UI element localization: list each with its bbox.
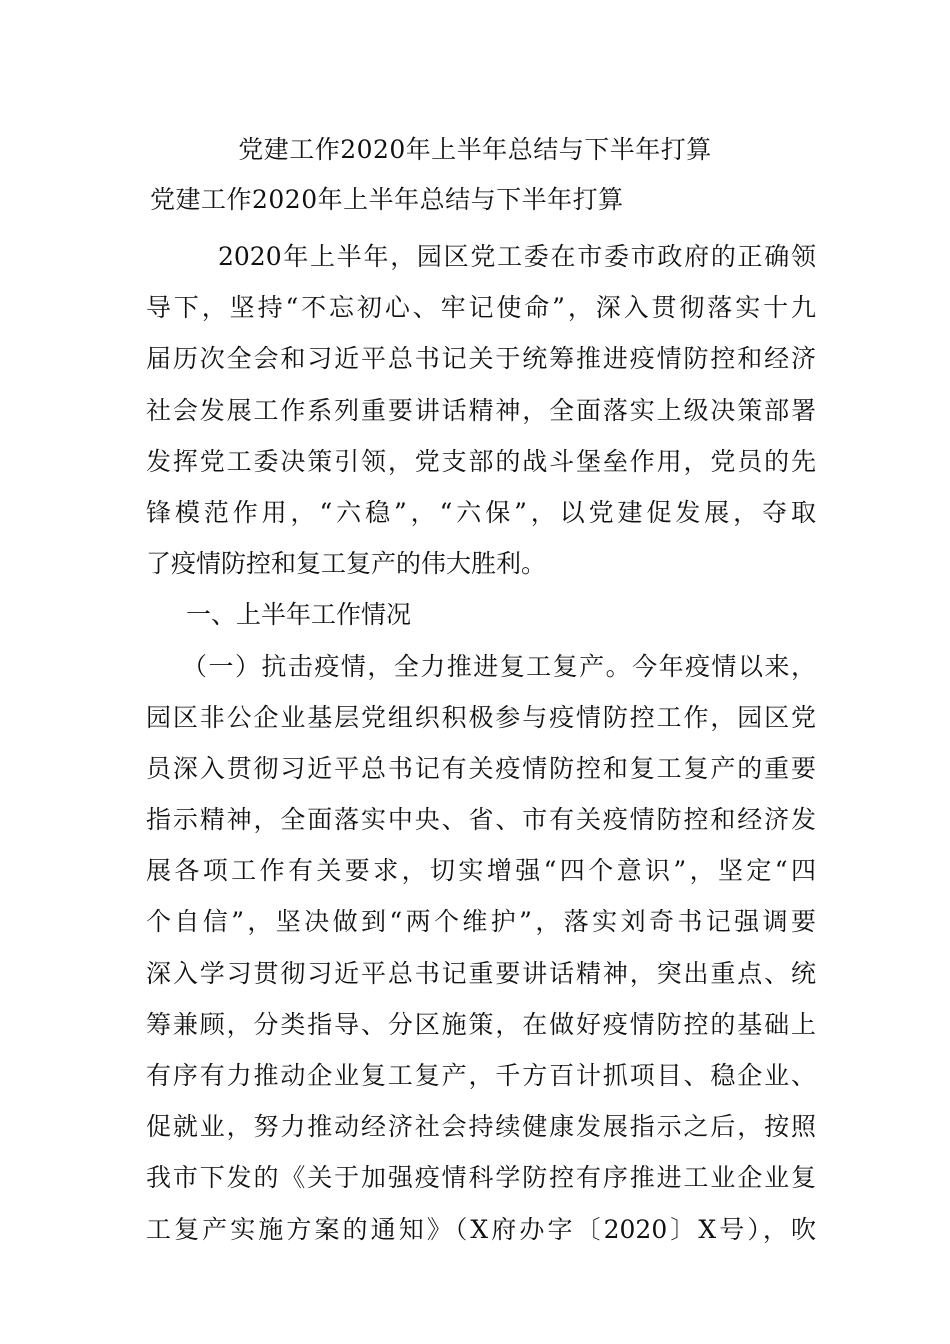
paragraph-line: 工复产实施方案的通知》（X府办字〔2020〕X号），吹 xyxy=(146,1214,816,1244)
paragraph-line: 深入学习贯彻习近平总书记重要讲话精神，突出重点、统 xyxy=(146,958,816,988)
paragraph-line: 锋模范作用，“六稳”，“六保”，以党建促发展，夺取 xyxy=(146,497,816,527)
paragraph-line: 促就业，努力推动经济社会持续健康发展指示之后，按照 xyxy=(146,1112,816,1142)
paragraph-line: 有序有力推动企业复工复产，千方百计抓项目、稳企业、 xyxy=(146,1061,816,1090)
paragraph-line: 指示精神，全面落实中央、省、市有关疫情防控和经济发 xyxy=(146,805,816,835)
paragraph-line: 筹兼顾，分类指导、分区施策，在做好疫情防控的基础上 xyxy=(146,1009,816,1039)
section-heading: 一、上半年工作情况 xyxy=(186,600,412,630)
document-title-centered: 党建工作2020年上半年总结与下半年打算 xyxy=(238,135,712,164)
paragraph-line: 了疫情防控和复工复产的伟大胜利。 xyxy=(146,549,547,579)
document-title-repeated: 党建工作2020年上半年总结与下半年打算 xyxy=(150,185,624,214)
paragraph-line: 我市下发的《关于加强疫情科学防控有序推进工业企业复 xyxy=(146,1163,816,1193)
paragraph-line: 社会发展工作系列重要讲话精神，全面落实上级决策部署 xyxy=(146,395,816,425)
intro-paragraph xyxy=(146,231,816,589)
paragraph-line: （一）抗击疫情，全力推进复工复产。今年疫情以来， xyxy=(182,651,816,681)
paragraph-line: 发挥党工委决策引领，党支部的战斗堡垒作用，党员的先 xyxy=(146,446,816,476)
paragraph-line: 园区非公企业基层党组织积极参与疫情防控工作，园区党 xyxy=(146,702,816,732)
document-body xyxy=(146,231,816,1255)
paragraph-line: 员深入贯彻习近平总书记有关疫情防控和复工复产的重要 xyxy=(146,753,816,783)
paragraph-line: 届历次全会和习近平总书记关于统筹推进疫情防控和经济 xyxy=(146,344,816,374)
paragraph-line: 个自信”，坚决做到“两个维护”，落实刘奇书记强调要 xyxy=(146,907,816,937)
paragraph-line: 2020年上半年，园区党工委在市委市政府的正确领 xyxy=(218,242,816,271)
paragraph-line: 导下，坚持“不忘初心、牢记使命”，深入贯彻落实十九 xyxy=(146,293,816,323)
subsection-paragraph xyxy=(146,641,816,1255)
paragraph-line: 展各项工作有关要求，切实增强“四个意识”，坚定“四 xyxy=(146,856,816,886)
